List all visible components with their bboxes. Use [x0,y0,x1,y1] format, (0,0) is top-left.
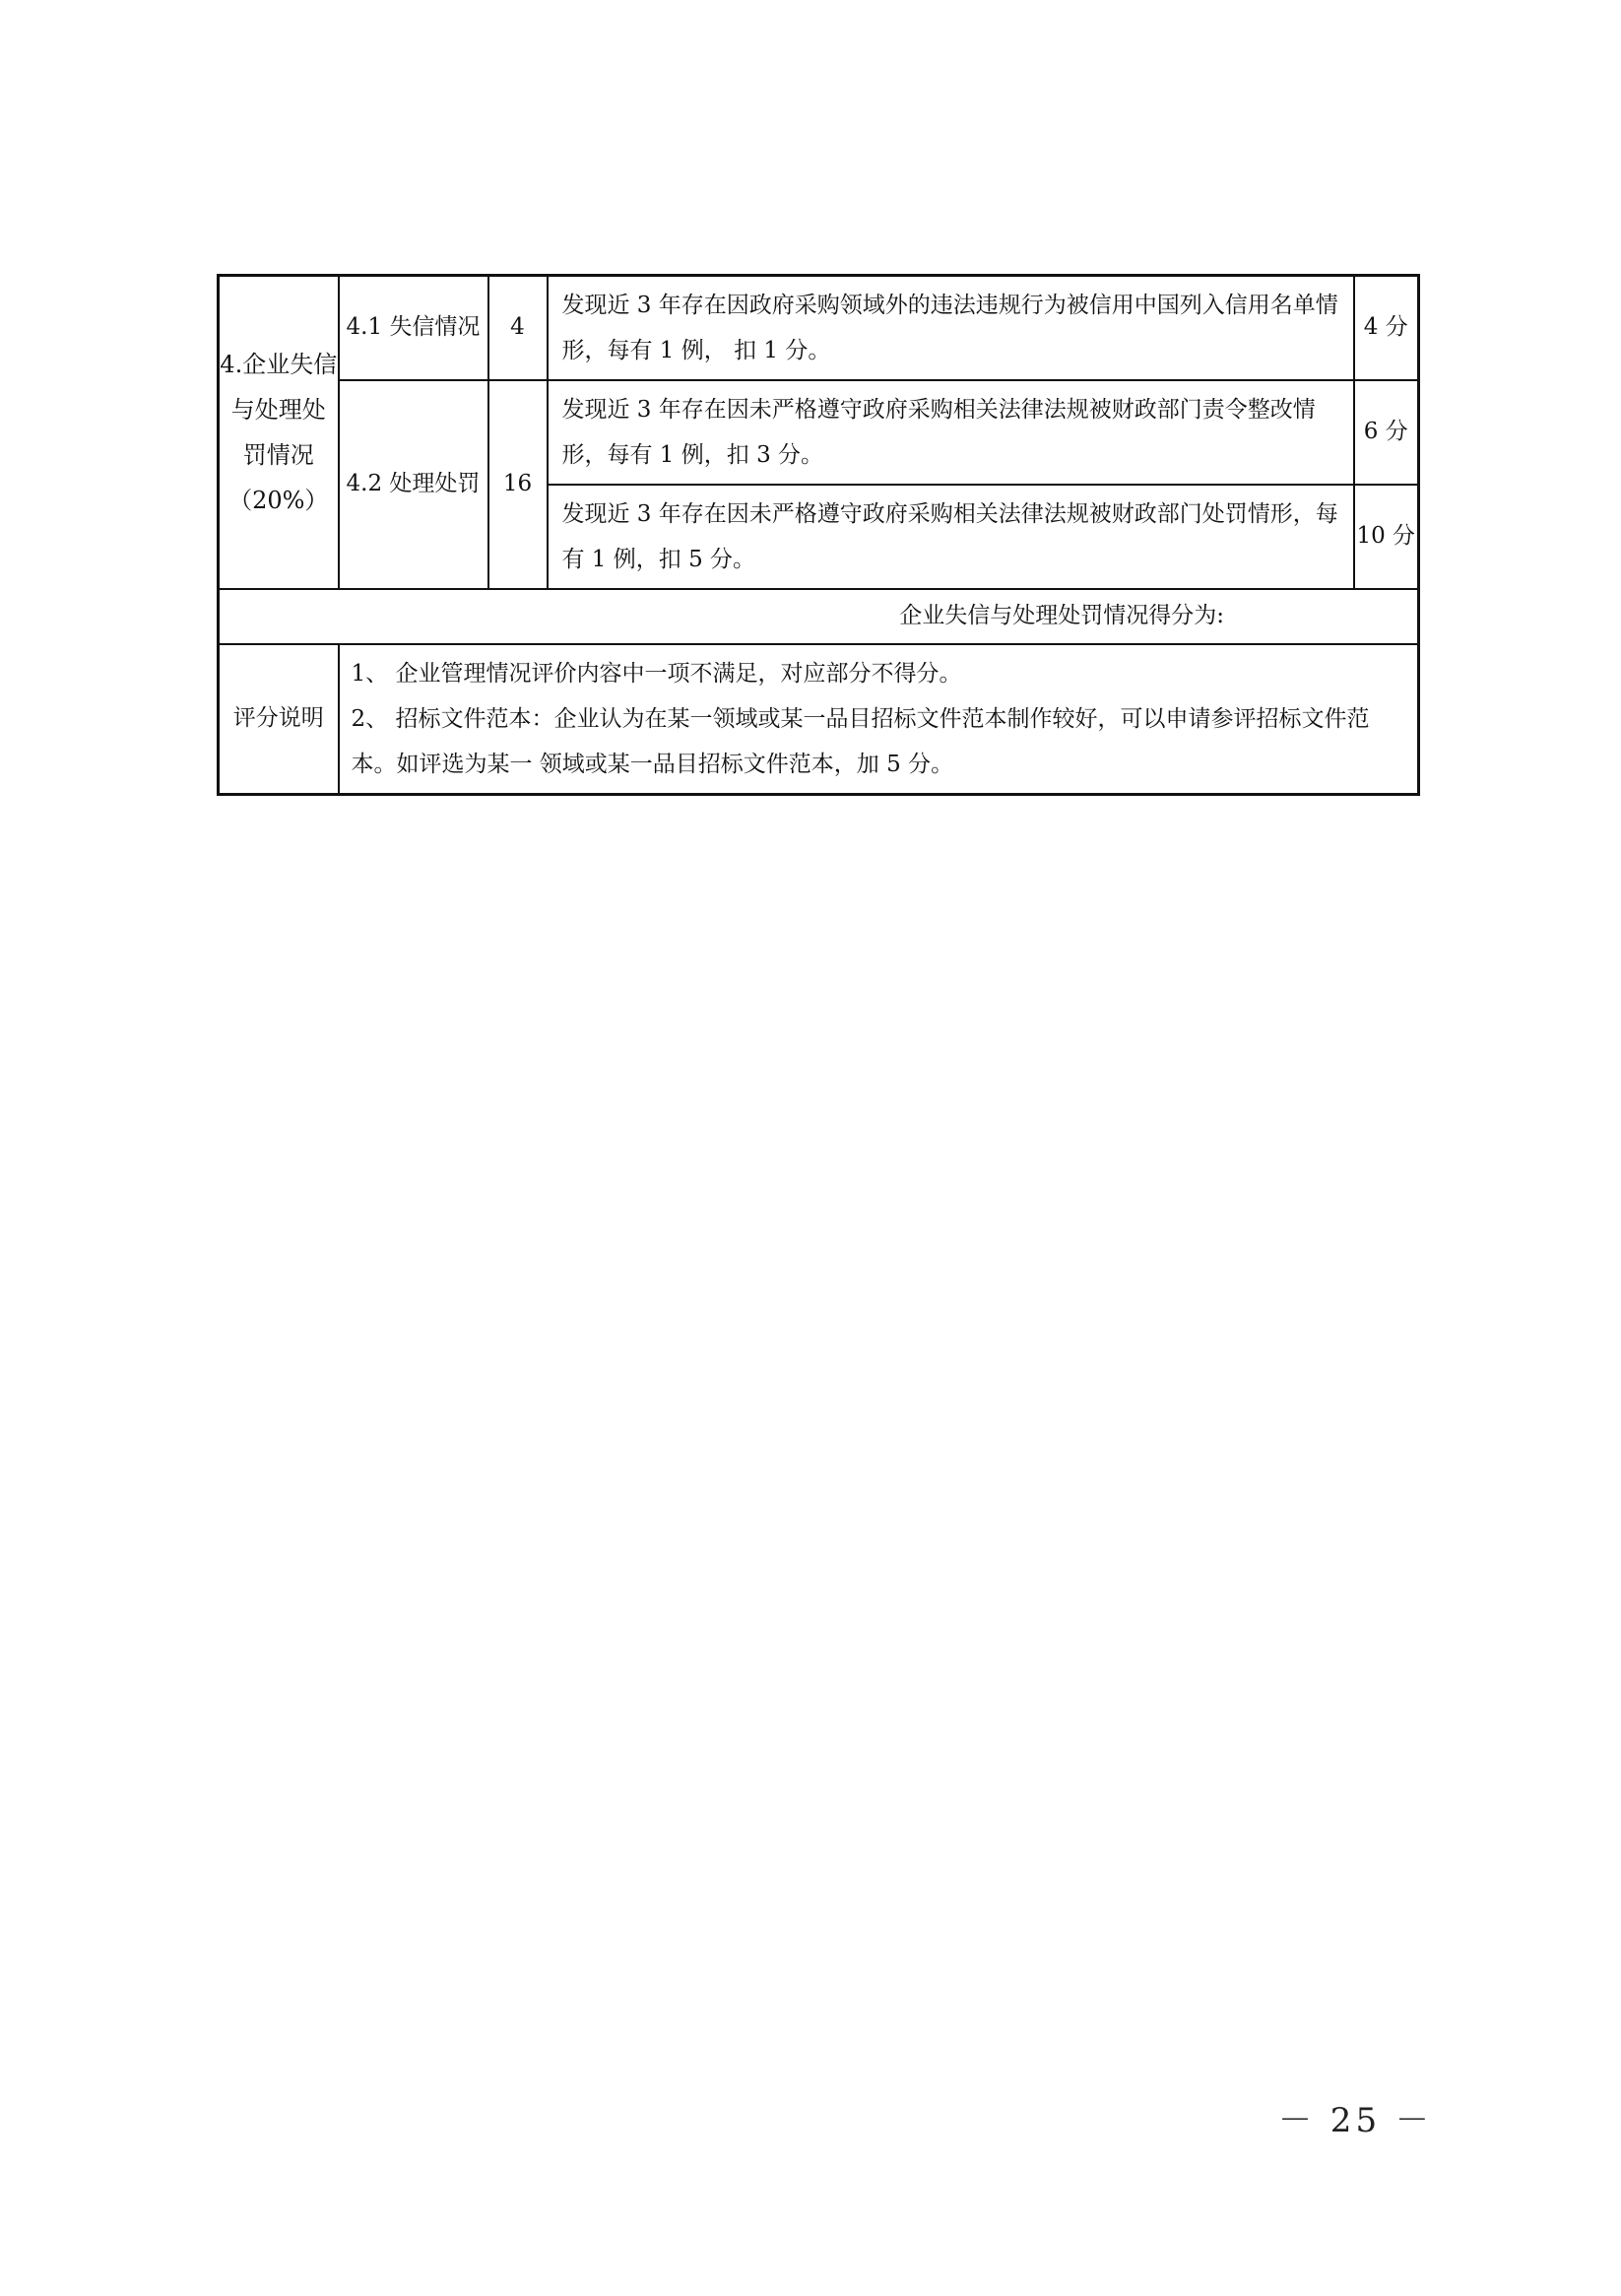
sub-item-cell: 4.1 失信情况 [339,276,488,381]
note-item: 1、 企业管理情况评价内容中一项不满足，对应部分不得分。 [351,661,962,687]
score-cell: 4 分 [1354,276,1419,381]
score-cell: 10 分 [1354,485,1419,589]
description-cell: 发现近 3 年存在因未严格遵守政府采购相关法律法规被财政部门责令整改情形，每有 1 例，扣 3 分。 [548,380,1354,485]
notes-row [219,644,1419,795]
sub-item-cell: 4.2 处理处罚 [339,380,488,589]
points-cell: 4 [488,276,548,381]
table-row [219,276,1419,381]
total-label: 企业失信与处理处罚情况得分为: [219,589,1419,644]
page-number: － 25 － [1278,2101,1433,2140]
description-cell: 发现近 3 年存在因未严格遵守政府采购相关法律法规被财政部门处罚情形，每有 1 例，扣 5 分。 [548,485,1354,589]
total-row [219,589,1419,644]
description-cell: 发现近 3 年存在因政府采购领域外的违法违规行为被信用中国列入信用名单情形，每有 1 例， 扣 1 分。 [548,276,1354,381]
table-row [219,380,1419,485]
notes-cell [339,644,1419,795]
evaluation-table [217,274,1420,796]
notes-label: 评分说明 [219,644,339,795]
note-item: 2、 招标文件范本：企业认为在某一领域或某一品目招标文件范本制作较好，可以申请参评招标文件范本。如评选为某一 领域或某一品目招标文件范本，加 5 分。 [351,706,1370,777]
category-cell: 4.企业失信与处理处罚情况（20%） [219,276,339,590]
points-cell: 16 [488,380,548,589]
score-cell: 6 分 [1354,380,1419,485]
